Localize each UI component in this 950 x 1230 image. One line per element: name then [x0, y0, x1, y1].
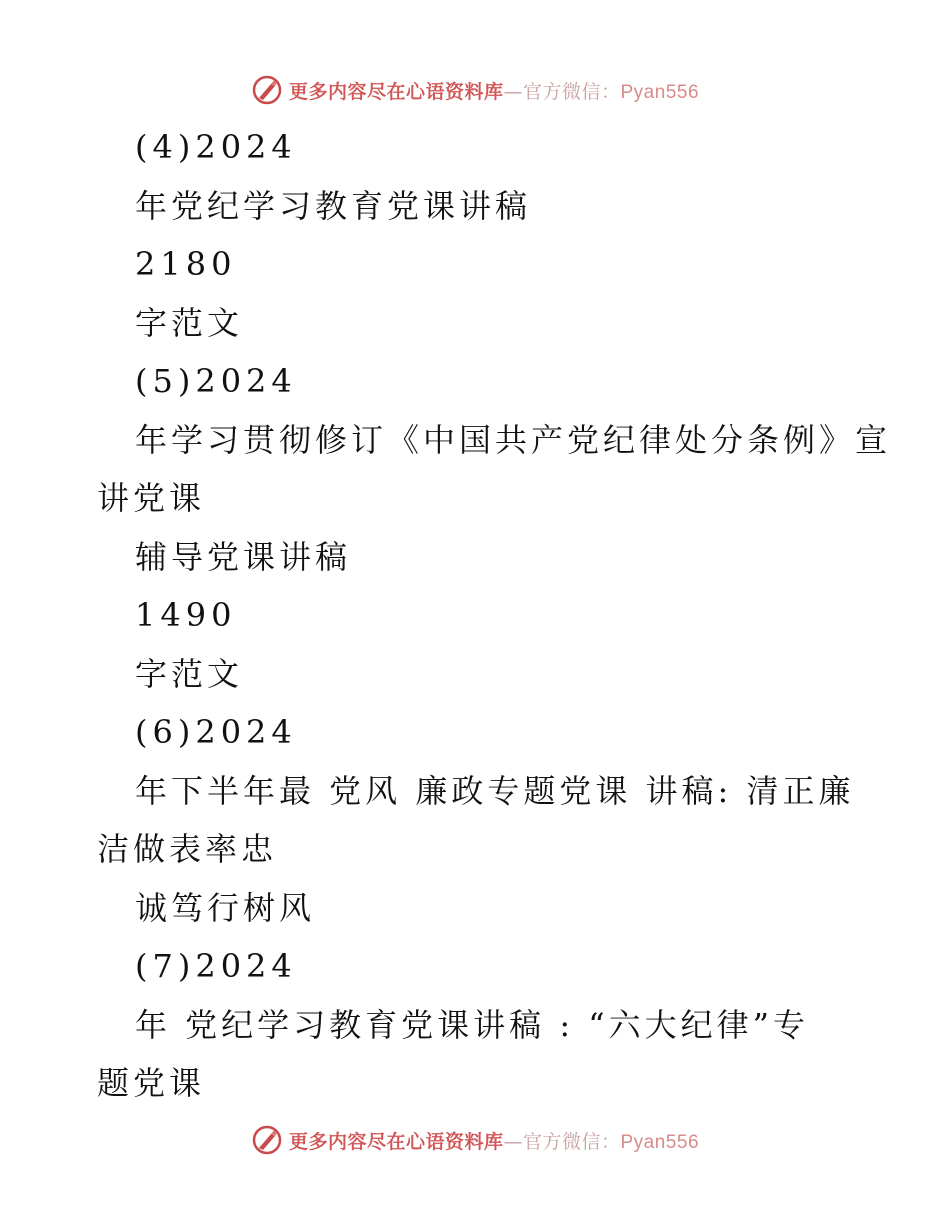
text-line: 1490: [135, 596, 237, 634]
text-line: 诚笃行树风: [135, 888, 316, 927]
pen-logo-icon: [251, 1124, 283, 1156]
watermark-id: Pyan556: [620, 1131, 700, 1153]
footer-watermark: [0, 1120, 950, 1160]
watermark-brand: 更多内容尽在心语资料库: [288, 80, 504, 103]
text-line: 年学习贯彻修订《中国共产党纪律处分条例》宣: [135, 420, 892, 459]
text-line: 字范文: [135, 303, 244, 342]
watermark-brand: 更多内容尽在心语资料库: [288, 1130, 504, 1153]
document-body: [0, 118, 950, 1113]
text-line: 讲党课: [97, 479, 206, 517]
text-line: (4)2024: [135, 128, 297, 166]
text-line: 2180: [135, 245, 237, 283]
watermark-text: [289, 1127, 699, 1154]
header-watermark: [0, 70, 950, 110]
text-line: (7)2024: [135, 947, 297, 985]
text-line: (5)2024: [135, 362, 297, 400]
watermark-text: [289, 77, 699, 104]
text-line: 字范文: [135, 654, 244, 693]
watermark-dash: —: [503, 1130, 523, 1153]
text-line: 年下半年最 党风 廉政专题党课 讲稿: 清正廉: [135, 771, 855, 810]
watermark-contact: 官方微信：: [522, 80, 621, 103]
text-line: 题党课: [97, 1064, 206, 1102]
text-line: 辅导党课讲稿: [135, 537, 352, 576]
watermark-dash: —: [503, 80, 523, 103]
watermark-contact: 官方微信：: [522, 1130, 621, 1153]
text-line: 年 党纪学习教育党课讲稿 : “六大纪律”专: [135, 1005, 810, 1044]
pen-logo-icon: [251, 74, 283, 106]
watermark-id: Pyan556: [620, 81, 700, 103]
text-line: 年党纪学习教育党课讲稿: [135, 186, 532, 225]
text-line: 洁做表率忠: [97, 830, 278, 868]
text-line: (6)2024: [135, 713, 297, 751]
